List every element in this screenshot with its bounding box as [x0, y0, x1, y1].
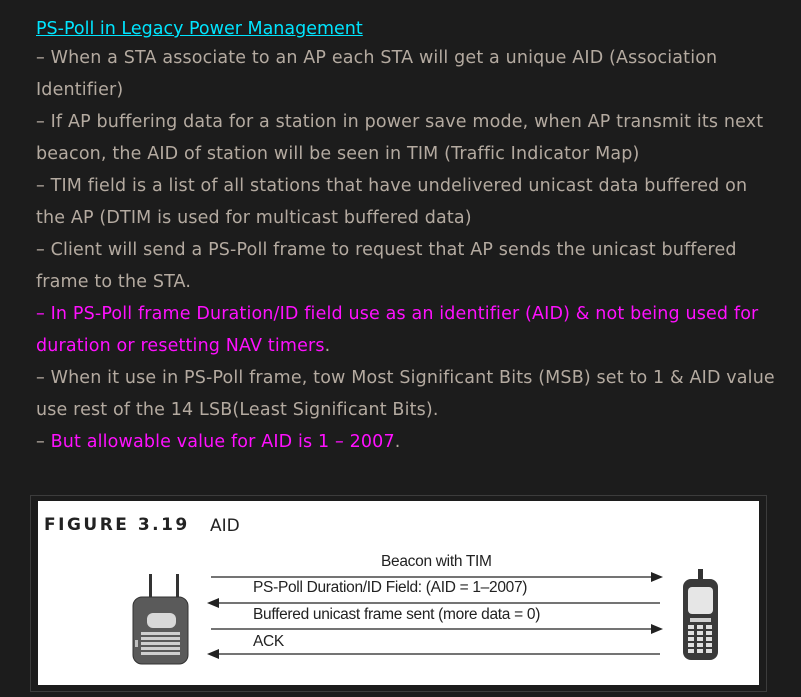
article — [36, 17, 776, 458]
access-point-icon — [133, 574, 188, 664]
message-label-beacon: Beacon with TIM — [381, 553, 492, 570]
paragraph-text: – Client will send a PS-Poll frame to request that AP sends the unicast buffered frame to the STA. — [36, 240, 737, 292]
paragraph-aid-range — [36, 426, 776, 458]
mobile-phone-icon — [683, 569, 718, 660]
message-label-ack: ACK — [253, 633, 284, 650]
figure-number: FIGURE 3.19 — [44, 515, 190, 535]
paragraph-text: – When it use in PS-Poll frame, tow Most Significant Bits (MSB) set to 1 & AID value use rest of the 14 LSB(Least Significant Bits). — [36, 368, 775, 420]
paragraph-lead: – — [36, 304, 51, 324]
paragraph-msb — [36, 362, 776, 426]
figure-image — [38, 501, 759, 685]
paragraph-text: – When a STA associate to an AP each STA will get a unique AID (Association Identifier) — [36, 48, 718, 100]
figure-title: AID — [210, 516, 240, 536]
highlighted-text: But allowable value for AID is 1 – 2007 — [50, 432, 395, 452]
paragraph-ps-poll — [36, 234, 776, 298]
paragraph-duration-id — [36, 298, 776, 362]
figure-frame — [30, 495, 767, 692]
section-heading-link[interactable]: PS-Poll in Legacy Power Management — [36, 19, 363, 39]
paragraph-text: – If AP buffering data for a station in power save mode, when AP transmit its next beacon, the AID of station will be seen in TIM (Traffic Indicator Map) — [36, 112, 764, 164]
message-label-ps-poll: PS-Poll Duration/ID Field: (AID = 1–2007) — [253, 579, 528, 596]
message-label-buffered-frame: Buffered unicast frame sent (more data = 0) — [253, 606, 541, 623]
paragraph-tim — [36, 170, 776, 234]
paragraph-text: – TIM field is a list of all stations that have undelivered unicast data buffered on the AP (DTIM is used for multicast buffered data) — [36, 176, 748, 228]
paragraph-buffering — [36, 106, 776, 170]
paragraph-lead: – — [36, 432, 51, 452]
paragraph-aid — [36, 42, 776, 106]
paragraph-tail: . — [394, 432, 401, 452]
highlighted-text: In PS-Poll frame Duration/ID field use as an identifier (AID) & not being used for duration or resetting NAV timers — [36, 304, 759, 356]
paragraph-tail: . — [324, 336, 331, 356]
